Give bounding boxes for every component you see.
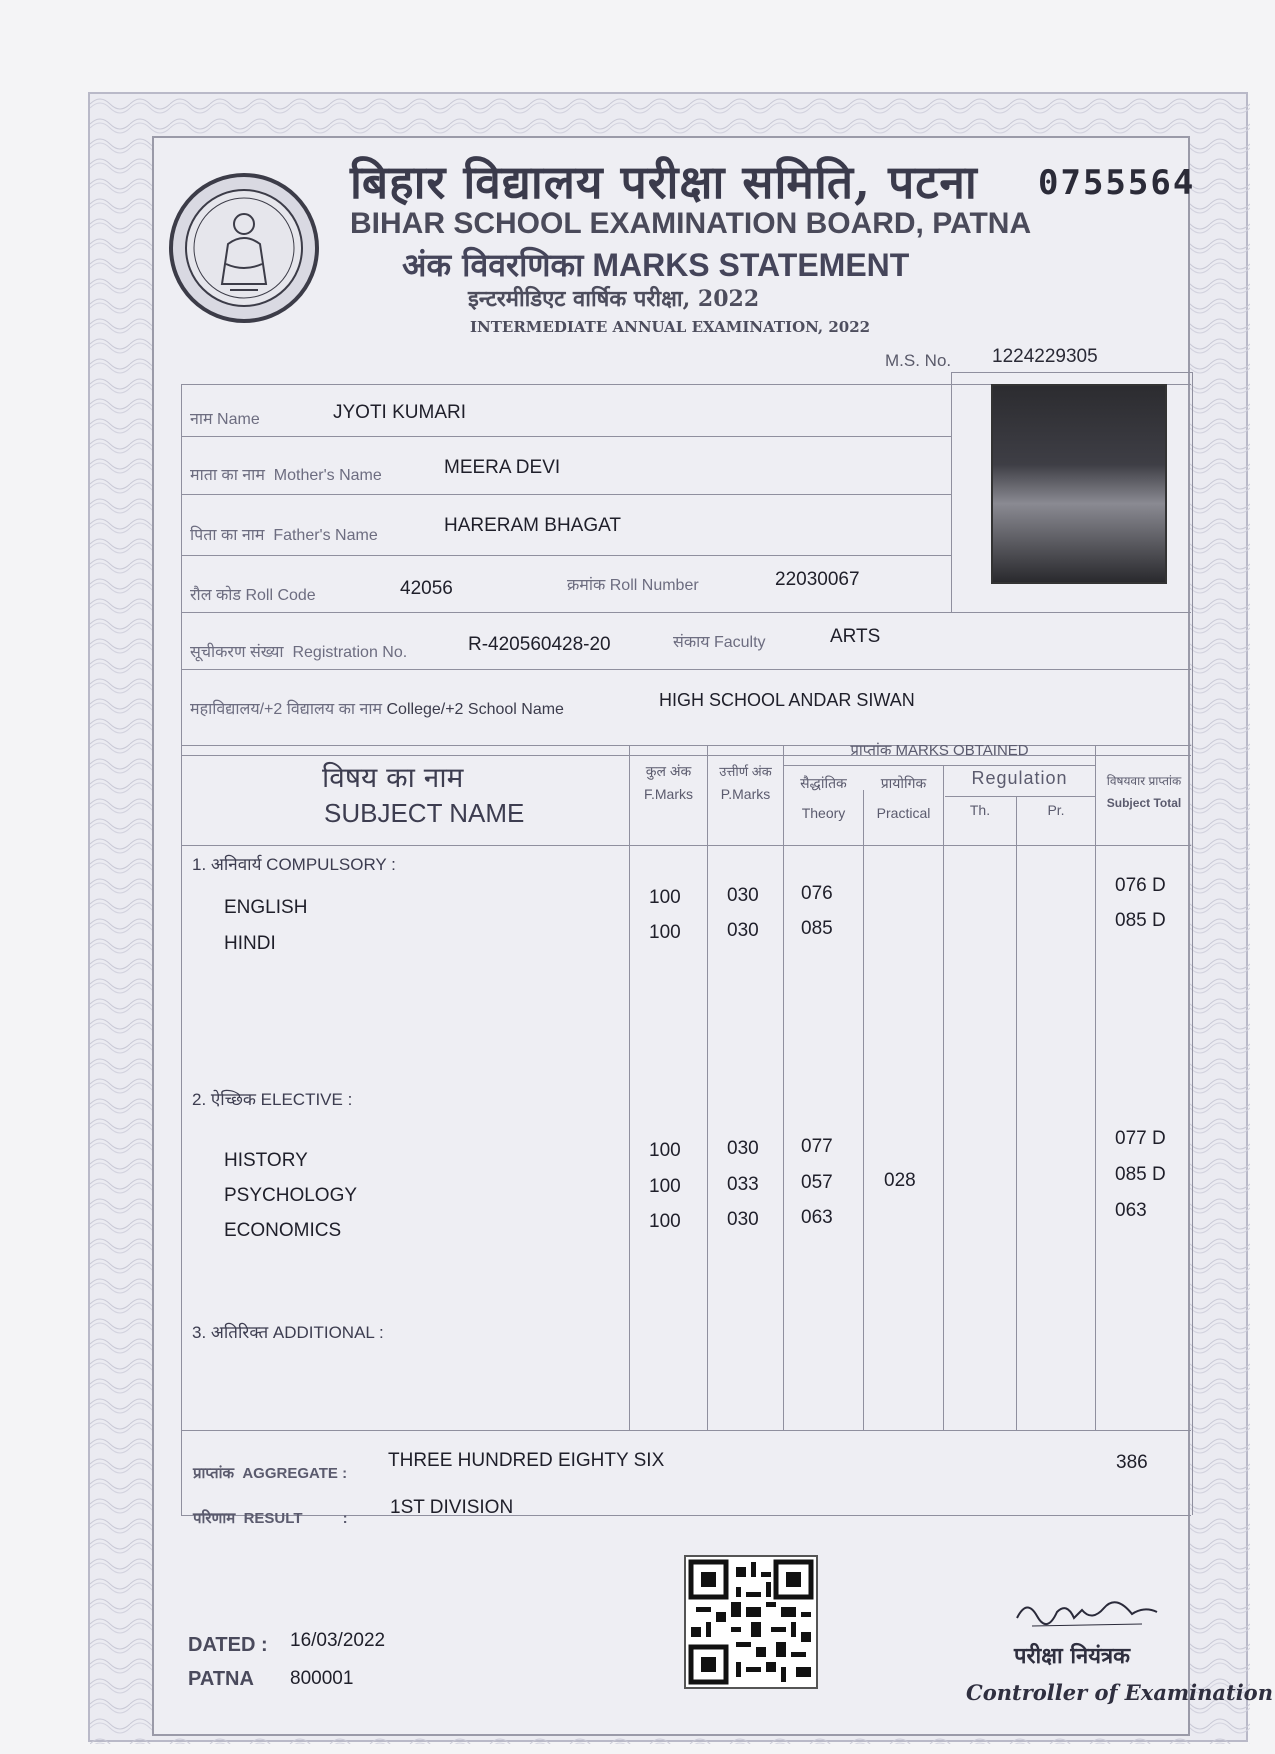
exam-title-hindi: इन्टरमीडिएट वार्षिक परीक्षा, 2022 <box>468 286 760 312</box>
board-seal-icon <box>168 172 320 324</box>
board-title-english: BIHAR SCHOOL EXAMINATION BOARD, PATNA <box>350 207 1032 240</box>
practical-header-hindi: प्रायोगिक <box>880 775 927 791</box>
name-label-hindi: नाम <box>190 411 213 428</box>
subject-total: 085 D <box>1115 1164 1166 1185</box>
controller-title-hindi: परीक्षा नियंत्रक <box>1014 1643 1131 1669</box>
controller-title: Controller of Examination <box>966 1680 1273 1705</box>
mother-label: Mother's Name <box>273 467 382 484</box>
regulation-practical-header: Pr. <box>1047 802 1065 818</box>
aggregate-label <box>193 1463 347 1483</box>
regulation-header: Regulation <box>971 768 1068 788</box>
pmarks-header-hindi: उत्तीर्ण अंक <box>719 764 772 779</box>
theory-header: Theory <box>801 805 846 821</box>
table-row <box>224 1220 341 1242</box>
table-row <box>224 897 307 919</box>
school-name: HIGH SCHOOL ANDAR SIWAN <box>659 690 915 710</box>
subject-theory: 063 <box>801 1207 833 1228</box>
mother-row <box>190 463 382 485</box>
subject-theory: 057 <box>801 1172 833 1193</box>
registration-label: Registration No. <box>292 644 408 661</box>
result-separator: : <box>342 1510 348 1527</box>
subject-fmarks: 100 <box>649 1176 681 1197</box>
ms-no-label: M.S. No. <box>885 351 952 370</box>
marks-statement-title <box>402 243 909 286</box>
name-label: Name <box>217 411 260 428</box>
ms-no-value: 1224229305 <box>992 346 1098 367</box>
controller-signature <box>1012 1588 1162 1638</box>
mother-name: MEERA DEVI <box>444 457 561 478</box>
subject-total-header: Subject Total <box>1106 796 1182 810</box>
section-elective: 2. ऐच्छिक ELECTIVE : <box>192 1090 353 1109</box>
father-label-hindi: पिता का नाम <box>190 527 265 544</box>
result-label <box>193 1508 348 1528</box>
dated-label: DATED : <box>188 1634 268 1656</box>
theory-header-hindi: सैद्धांतिक <box>800 775 847 791</box>
subject-total: 077 D <box>1115 1128 1166 1149</box>
serial-number: 0755564 <box>1038 163 1196 203</box>
pin-code: 800001 <box>290 1668 354 1689</box>
subject-fmarks: 100 <box>649 1140 681 1161</box>
father-name: HARERAM BHAGAT <box>444 515 622 536</box>
subject-theory: 085 <box>801 918 833 939</box>
subject-total: 076 D <box>1115 875 1166 896</box>
subject-header: SUBJECT NAME <box>324 798 525 828</box>
result-value: 1ST DIVISION <box>390 1497 514 1518</box>
subject-total: 063 <box>1115 1200 1147 1221</box>
aggregate-label-english: AGGREGATE : <box>242 1465 348 1482</box>
subject-pmarks: 030 <box>727 1209 759 1230</box>
subject-name: ENGLISH <box>224 897 308 918</box>
fmarks-header-hindi: कुल अंक <box>645 763 692 779</box>
marks-statement-english: MARKS STATEMENT <box>592 247 910 283</box>
regulation-theory-header: Th. <box>969 802 991 818</box>
student-name: JYOTI KUMARI <box>333 402 467 423</box>
registration-number: R-420560428-20 <box>468 634 611 655</box>
roll-number-row <box>567 573 699 595</box>
subject-total-header-hindi: विषयवार प्राप्तांक <box>1106 774 1182 788</box>
aggregate-label-hindi: प्राप्तांक <box>193 1465 234 1482</box>
issue-date: 16/03/2022 <box>290 1630 386 1651</box>
roll-number-label-hindi: क्रमांक <box>567 577 606 594</box>
marks-statement-hindi: अंक विवरणिका <box>402 246 584 284</box>
qr-code <box>684 1555 818 1689</box>
roll-code: 42056 <box>400 578 453 599</box>
father-label: Father's Name <box>273 527 378 544</box>
school-label: College/+2 School Name <box>386 701 564 718</box>
registration-row <box>190 640 407 662</box>
table-row <box>224 933 276 955</box>
school-row <box>190 697 564 719</box>
section-compulsory: 1. अनिवार्य COMPULSORY : <box>192 855 396 874</box>
table-row <box>224 1150 308 1172</box>
place: PATNA <box>188 1668 254 1690</box>
subject-name: ECONOMICS <box>224 1220 342 1241</box>
subject-name: HISTORY <box>224 1150 308 1171</box>
mother-label-hindi: माता का नाम <box>190 467 265 484</box>
aggregate-total: 386 <box>1116 1452 1148 1473</box>
section-additional: 3. अतिरिक्त ADDITIONAL : <box>192 1323 384 1342</box>
subject-fmarks: 100 <box>649 1211 681 1232</box>
subject-practical: 028 <box>884 1170 916 1191</box>
aggregate-words: THREE HUNDRED EIGHTY SIX <box>388 1450 665 1471</box>
school-label-hindi: महाविद्यालय/+2 विद्यालय का नाम <box>190 701 383 718</box>
roll-number-label: Roll Number <box>609 577 699 594</box>
subject-pmarks: 030 <box>727 920 759 941</box>
registration-label-hindi: सूचीकरण संख्या <box>190 644 284 661</box>
father-row <box>190 523 378 545</box>
practical-header: Practical <box>876 805 931 821</box>
subject-header-hindi: विषय का नाम <box>322 761 464 794</box>
subject-pmarks: 033 <box>727 1174 759 1195</box>
subject-theory: 077 <box>801 1136 833 1157</box>
result-label-hindi: परिणाम <box>193 1510 236 1527</box>
faculty: ARTS <box>830 626 881 647</box>
result-label-english: RESULT <box>243 1510 303 1527</box>
roll-code-label: Roll Code <box>245 587 316 604</box>
roll-code-label-hindi: रौल कोड <box>190 587 241 604</box>
subject-fmarks: 100 <box>649 887 681 908</box>
subject-fmarks: 100 <box>649 922 681 943</box>
roll-number: 22030067 <box>775 569 860 590</box>
subject-total: 085 D <box>1115 910 1166 931</box>
student-photo <box>991 384 1167 584</box>
marks-obtained-header: प्राप्तांक MARKS OBTAINED <box>850 742 1029 759</box>
exam-title-english: INTERMEDIATE ANNUAL EXAMINATION, 2022 <box>470 318 871 336</box>
subject-theory: 076 <box>801 883 833 904</box>
board-title-hindi: बिहार विद्यालय परीक्षा समिति, पटना <box>350 155 978 209</box>
pmarks-header: P.Marks <box>720 786 771 802</box>
table-row <box>224 1185 357 1207</box>
subject-pmarks: 030 <box>727 885 759 906</box>
faculty-row <box>673 630 766 652</box>
name-row <box>190 407 260 429</box>
subject-name: PSYCHOLOGY <box>224 1185 358 1206</box>
qr-code-icon <box>686 1557 816 1687</box>
subject-pmarks: 030 <box>727 1138 759 1159</box>
roll-code-row <box>190 583 316 605</box>
faculty-label: Faculty <box>713 634 766 651</box>
subject-name: HINDI <box>224 933 276 954</box>
fmarks-header: F.Marks <box>644 786 693 802</box>
faculty-label-hindi: संकाय <box>673 634 710 651</box>
